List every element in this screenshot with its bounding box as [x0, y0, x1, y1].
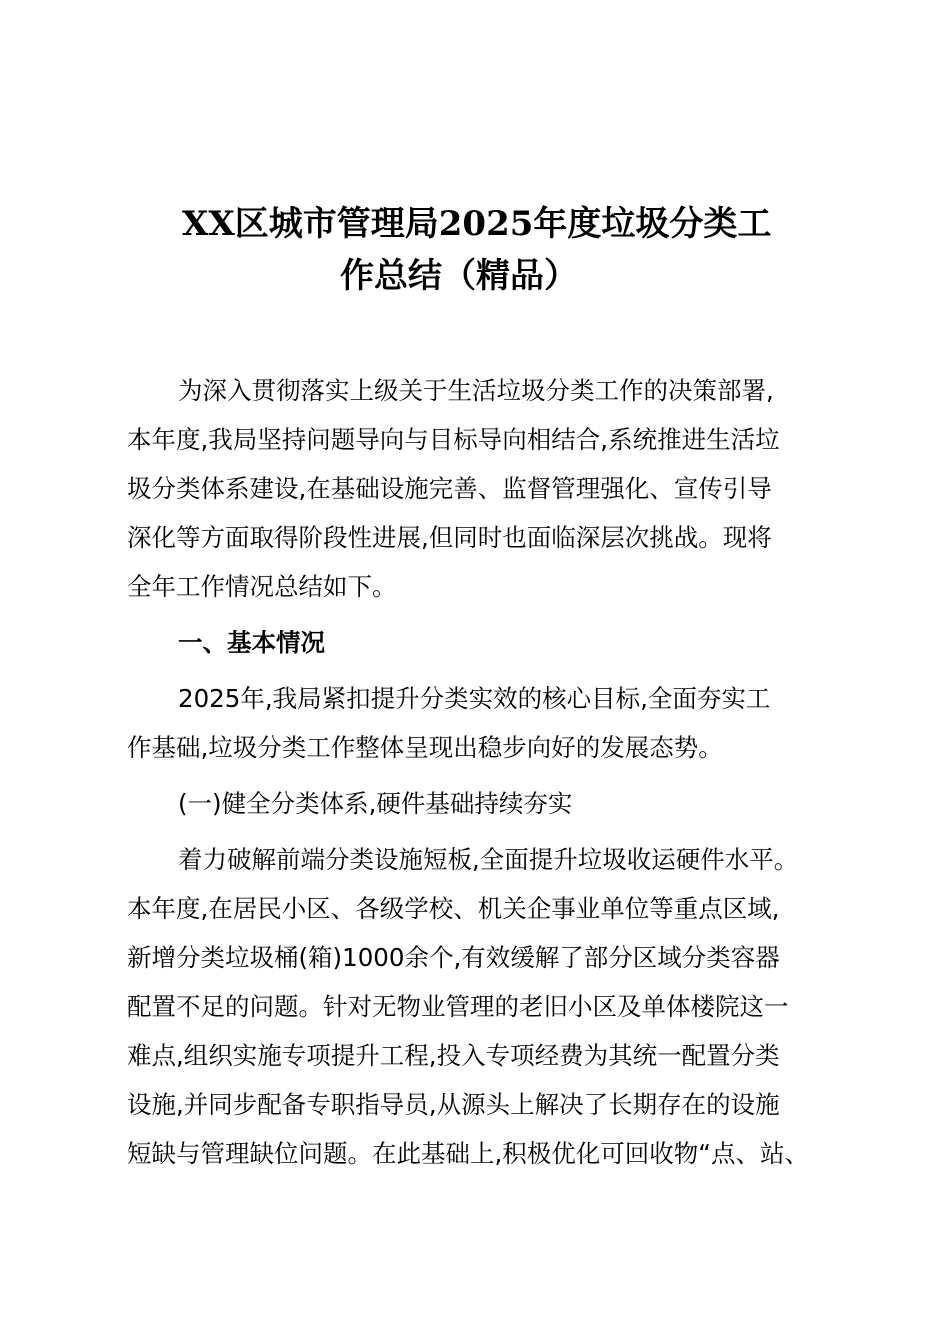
sub1-line: 新增分类垃圾桶(箱)1000余个,有效缓解了部分区域分类容器: [127, 943, 780, 972]
intro-line: 为深入贯彻落实上级关于生活垃圾分类工作的决策部署,: [178, 376, 774, 405]
intro-line: 深化等方面取得阶段性进展,但同时也面临深层次挑战。现将: [127, 523, 772, 552]
sub1-line: 着力破解前端分类设施短板,全面提升垃圾收运硬件水平。: [178, 845, 799, 874]
title-line-1: XX区城市管理局2025年度垃圾分类工: [182, 204, 772, 244]
document-body: [127, 366, 827, 1178]
section-heading: 一、基本情况: [178, 628, 325, 657]
section1-line: 2025年,我局紧扣提升分类实效的核心目标,全面夯实工: [178, 684, 771, 713]
subsection-heading: (一)健全分类体系,硬件基础持续夯实: [178, 789, 573, 818]
document-title: [150, 198, 850, 302]
sub1-line: 短缺与管理缺位问题。在此基础上,积极优化可回收物“点、站、: [127, 1139, 809, 1168]
intro-line: 本年度,我局坚持问题导向与目标导向相结合,系统推进生活垃: [127, 425, 780, 454]
sub1-line: 配置不足的问题。针对无物业管理的老旧小区及单体楼院这一: [127, 992, 789, 1021]
intro-line: 圾分类体系建设,在基础设施完善、监督管理强化、宣传引导: [127, 474, 772, 503]
sub1-line: 设施,并同步配备专职指导员,从源头上解决了长期存在的设施: [127, 1090, 780, 1119]
section1-line: 作基础,垃圾分类工作整体呈现出稳步向好的发展态势。: [127, 733, 723, 762]
title-line-2: 作总结（精品）: [340, 256, 578, 296]
sub1-line: 难点,组织实施专项提升工程,投入专项经费为其统一配置分类: [127, 1041, 780, 1070]
sub1-line: 本年度,在居民小区、各级学校、机关企事业单位等重点区域,: [127, 894, 780, 923]
intro-line: 全年工作情况总结如下。: [127, 572, 397, 601]
